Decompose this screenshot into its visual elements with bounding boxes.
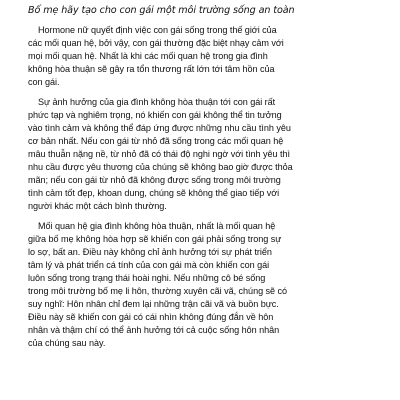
paragraph-line: các mối quan hệ, bởi vậy, con gái thường đặc biệt nhạy cảm với (28, 38, 284, 48)
paragraph-line: con gái. (28, 77, 60, 87)
paragraph-line: vào tình cảm và không thể đáp ứng được những nhu cầu tình yêu (28, 123, 291, 133)
paragraph-line: mâu thuẫn nặng nề, từ nhỏ đã có thái độ nghi ngờ với tình yêu thì (28, 149, 290, 159)
paragraph-line: mãn; nếu con gái từ nhỏ đã không được sống trong môi trường (28, 175, 281, 185)
paragraph-line: không hòa thuận sẽ gây ra tổn thương rất lớn tới tâm hồn của (28, 64, 275, 74)
paragraph-line: người khác một cách bình thường. (28, 201, 167, 211)
paragraph-line: Sự ảnh hưởng của gia đình không hòa thuận tới con gái rất (38, 97, 276, 107)
paragraph-line: phức tạp và nghiêm trọng, nó khiến con gái không thể tin tưởng (28, 110, 282, 120)
paragraph-line: luôn sống trong trạng thái hoài nghi. Nếu những cô bé sống (28, 273, 266, 283)
paragraph-1 (28, 24, 388, 89)
paragraph-line: nhân và thậm chí có thể ảnh hưởng tới cả cuộc sống hôn nhân (28, 325, 280, 335)
paragraph-line: tình cảm tốt đẹp, khoan dung, chúng sẽ không thể giao tiếp với (28, 188, 280, 198)
paragraph-line: cơ bản nhất. Nếu con gái từ nhỏ đã sống trong các mối quan hệ (28, 136, 284, 146)
section-heading: Bố mẹ hãy tạo cho con gái một môi trường sống an toàn (28, 5, 295, 16)
paragraph-line: suy nghĩ: Hôn nhân chỉ đem lại những trận cãi vã và buồn bực. (28, 299, 279, 309)
paragraph-line: Hormone nữ quyết định việc con gái sống trong thế giới của (38, 25, 277, 35)
paragraph-line: trong môi trường bố mẹ li hôn, thường xuyên cãi vã, chúng sẽ có (28, 286, 288, 296)
paragraph-3 (28, 220, 388, 350)
paragraph-line: tâm lý và phát triển cá tính của con gái mà còn khiến con gái (28, 260, 270, 270)
paragraph-line: giữa bố mẹ không hòa hợp sẽ khiến con gái phải sống trong sự (28, 234, 282, 244)
paragraph-line: Điều này sẽ khiến con gái có cái nhìn không đúng đắn về hôn (28, 312, 274, 322)
paragraph-2 (28, 96, 388, 213)
paragraph-line: của chúng sau này. (28, 338, 106, 348)
paragraph-line: lo sợ, bất an. Điều này không chỉ ảnh hưởng tới sự phát triển (28, 247, 272, 257)
paragraph-line: mọi mối quan hệ. Nhất là khi các mối quan hệ trong gia đình (28, 51, 268, 61)
paragraph-line: nhu cầu được yêu thương của chúng sẽ không bao giờ được thỏa (28, 162, 293, 172)
paragraph-line: Mối quan hệ gia đình không hòa thuận, nhất là mối quan hệ (38, 221, 276, 231)
